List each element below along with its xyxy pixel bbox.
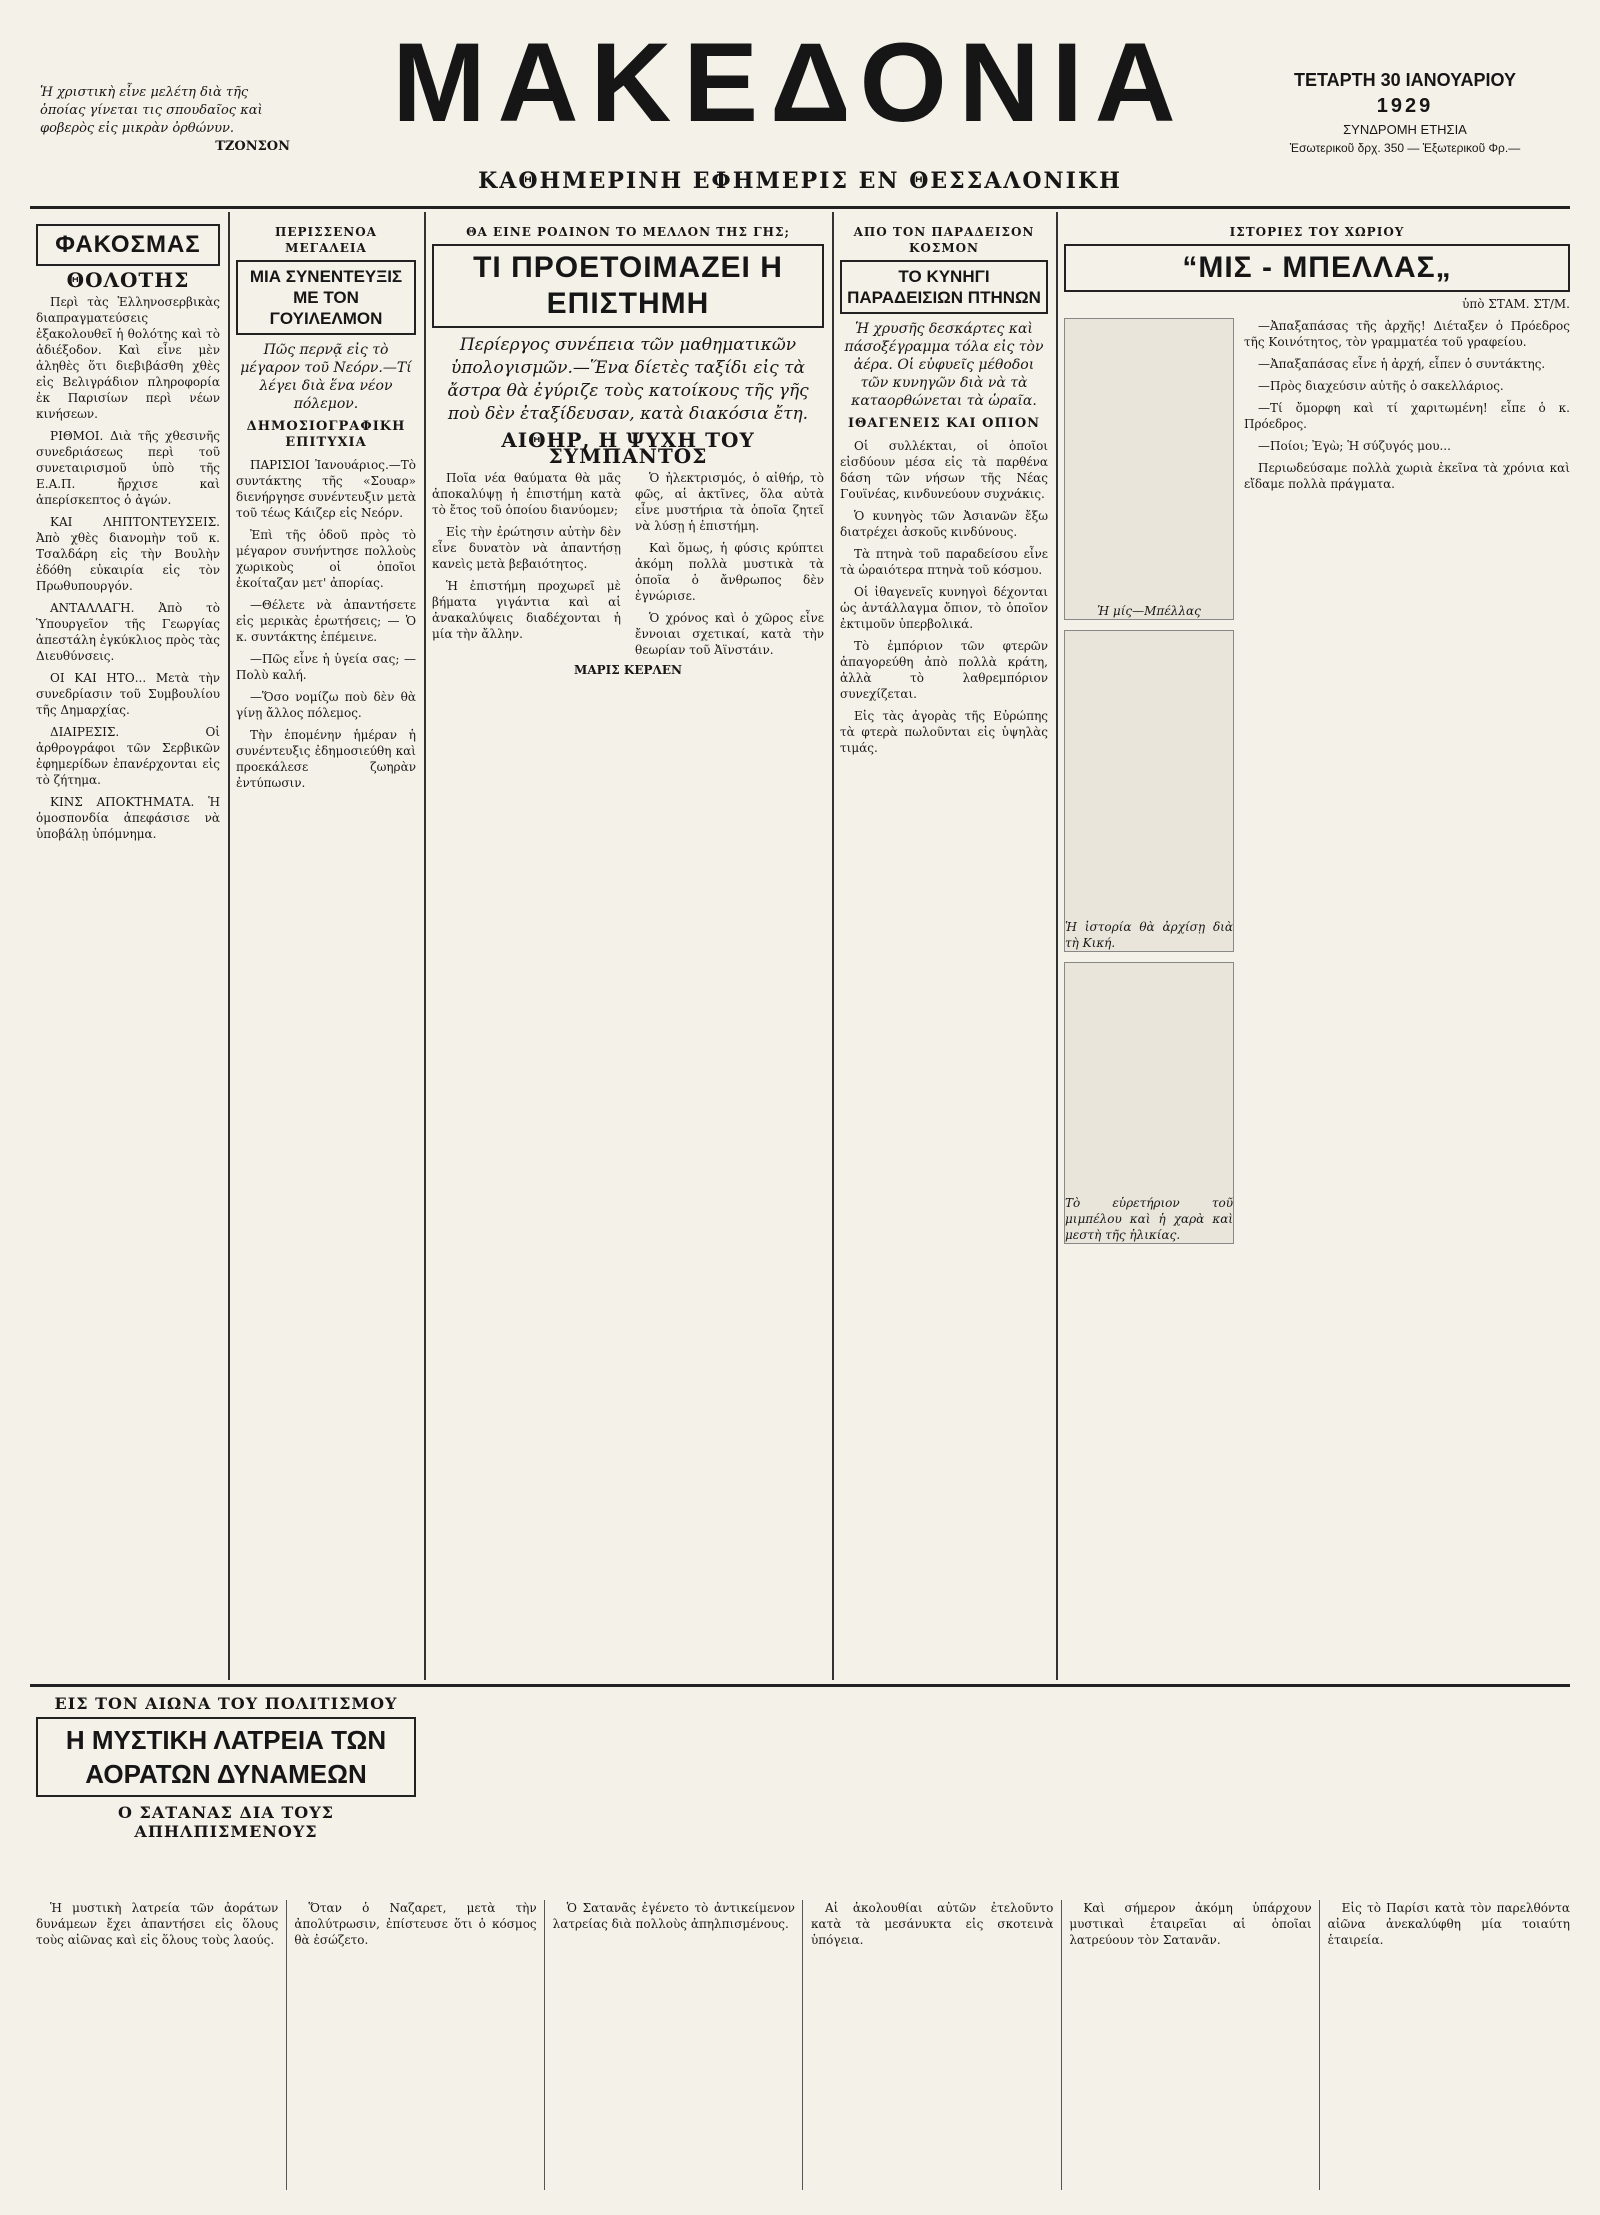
- paragraph: Οἱ συλλέκται, οἱ ὁποῖοι εἰσδύουν μέσα εἰς τὰ παρθένα δάση τῶν νήσων τῆς Νέας Γουϊνέας, κινδυνεύουν συχνάκις.: [840, 439, 1048, 501]
- article-headline: Η ΜΥΣΤΙΚΗ ΛΑΤΡΕΙΑ ΤΩΝ ΑΟΡΑΤΩΝ ΔΥΝΑΜΕΩΝ: [36, 1717, 416, 1797]
- paragraph: Εἰς τὰς ἀγορὰς τῆς Εὐρώπης τὰ φτερὰ πωλοῦνται εἰς ὑψηλὰς τιμάς.: [840, 709, 1048, 755]
- paragraph: ΚΙΝΣ ΑΠΟΚΤΗΜΑΤΑ. Ἡ ὁμοσπονδία ἀπεφάσισε νὰ ὑποβάλῃ ὑπόμνημα.: [36, 795, 220, 841]
- paragraph: Περὶ τὰς Ἑλληνοσερβικὰς διαπραγματεύσεις ἐξακολουθεῖ ἡ θολότης καὶ τὸ ἀδιέξοδον. Καὶ εἶνε μὲν ἀληθὲς ὅτι διεβιβάσθη χθὲς εἰς Βελιγράδιον πληροφορία ἐκ Παρισίων περὶ νέων κινήσεων.: [36, 295, 220, 421]
- paragraph: Τὴν ἑπομένην ἡμέραν ἡ συνέντευξις ἐδημοσιεύθη καὶ προεκάλεσε ζωηρὰν ἐντύπωσιν.: [236, 728, 416, 790]
- article-headline: ΤΙ ΠΡΟΕΤΟΙΜΑΖΕΙ Η ΕΠΙΣΤΗΜΗ: [432, 244, 824, 328]
- paragraph: —Ἀπαξαπάσας τῆς ἀρχῆς! Διέταξεν ὁ Πρόεδρος τῆς Κοινότητος, τὸν γραμματέα τοῦ γραφείου.: [1244, 319, 1570, 349]
- paragraph: ΠΑΡΙΣΙΟΙ Ἰανουάριος.—Τὸ συντάκτης τῆς «Σουαρ» διενήργησε συνέντευξιν μετὰ τοῦ τέως Κάιζερ εἰς Νεόρν.: [236, 458, 416, 520]
- paragraph: —Πῶς εἶνε ἡ ὑγεία σας; — Πολὺ καλή.: [236, 652, 416, 682]
- caption: Τὸ εὑρετήριον τοῦ μιμπέλου καὶ ἡ χαρὰ καὶ μεστὴ τῆς ἡλικίας.: [1065, 1196, 1233, 1242]
- bottom-article-header: [36, 1694, 416, 1847]
- paragraph: Περιωδεύσαμε πολλὰ χωριὰ ἐκεῖνα τὰ χρόνια καὶ εἴδαμε πολλὰ πράγματα.: [1244, 461, 1570, 491]
- section-rule: [30, 1684, 1570, 1687]
- bottom-article-body: [36, 1900, 1570, 2190]
- illustration-miss-bellas: [1064, 318, 1234, 620]
- column-rule: [1056, 212, 1058, 1680]
- article-kicker: ΑΠΟ ΤΟΝ ΠΑΡΑΔΕΙΣΟΝ ΚΟΣΜΟΝ: [853, 225, 1035, 255]
- article-deck: Πῶς περνᾷ εἰς τὸ μέγαρον τοῦ Νεόρν.—Τί λέγει διὰ ἕνα νέον πόλεμον.: [240, 342, 412, 412]
- paragraph: —Θέλετε νὰ ἀπαντήσετε εἰς μερικὰς ἐρωτήσεις; — Ὁ κ. συντάκτης ἐπέμεινε.: [236, 598, 416, 644]
- paragraph: Ἡ ἐπιστήμη προχωρεῖ μὲ βήματα γιγάντια καὶ αἱ ἀνακαλύψεις διαδέχονται ἡ μία τὴν ἄλλην.: [432, 579, 621, 641]
- paragraph: Εἰς τὴν ἐρώτησιν αὐτὴν δὲν εἶνε δυνατὸν νὰ ἀπαντήσῃ κανεὶς μετὰ βεβαιότητος.: [432, 525, 621, 571]
- paragraph: —Ποίοι; Ἐγὼ; Ἡ σύζυγός μου...: [1258, 439, 1451, 453]
- subscription-prices: Ἐσωτερικοῦ δρχ. 350 — Ἐξωτερικοῦ Φρ.—: [1289, 141, 1521, 155]
- paragraph: Ὁ Σατανᾶς ἐγένετο τὸ ἀντικείμενον λατρείας διὰ πολλοὺς ἀπηλπισμένους.: [552, 1901, 795, 1931]
- paragraph: ΑΝΤΑΛΛΑΓΗ. Ἀπὸ τὸ Ὑπουργεῖον τῆς Γεωργίας ἀπεστάλη ἐγκύκλιος πρὸς τὰς Διευθύνσεις.: [36, 601, 220, 663]
- caption: Ἡ ἱστορία θὰ ἀρχίσῃ διὰ τὴ Κική.: [1065, 920, 1233, 950]
- paragraph: ΔΙΑΙΡΕΣΙΣ. Οἱ ἀρθρογράφοι τῶν Σερβικῶν ἐφημερίδων ἐπανέρχονται εἰς τὸ ζήτημα.: [36, 725, 220, 787]
- paragraph: —Ὅσο νομίζω ποὺ δὲν θὰ γίνῃ ἄλλος πόλεμος.: [236, 690, 416, 720]
- paragraph: —Ἀπαξαπάσας εἶνε ἡ ἀρχή, εἶπεν ὁ συντάκτης.: [1258, 357, 1546, 371]
- article-deck: Ἡ χρυσῆς δεσκάρτες καὶ πάσοξέγραμμα τόλα εἰς τὸν ἀέρα. Οἱ εὐφυεῖς μέθοδοι τῶν κυνηγῶν διὰ νὰ τὰ καταορθώνεται τὰ ὡραῖα.: [844, 321, 1044, 409]
- article-headline: ΜΙΑ ΣΥΝΕΝΤΕΥΞΙΣ ΜΕ ΤΟΝ ΓΟΥΙΛΕΛΜΟΝ: [236, 260, 416, 335]
- subscription-label: ΣΥΝΔΡΟΜΗ ΕΤΗΣΙΑ: [1343, 122, 1467, 137]
- column-miss-bellas: [1064, 224, 1570, 1674]
- paragraph: Ὁ χρόνος καὶ ὁ χῶρος εἶνε ἔννοιαι σχετικαί, κατὰ τὴν θεωρίαν τοῦ Ἀϊνστάιν.: [635, 611, 824, 657]
- column-kaiser-interview: [236, 224, 416, 1674]
- masthead-title: ΜΑΚΕΔΟΝΙΑ: [392, 20, 1188, 145]
- story-text: [1244, 318, 1570, 1244]
- article-headline: “ΜΙΣ - ΜΠΕΛΛΑΣ„: [1064, 244, 1570, 292]
- caption: Ἡ μίς—Μπέλλας: [1097, 604, 1201, 618]
- article-subhead: Ο ΣΑΤΑΝΑΣ ΔΙΑ ΤΟΥΣ ΑΠΗΛΠΙΣΜΕΝΟΥΣ: [118, 1803, 334, 1841]
- column-header: ΦΑΚΟΣΜΑΣ: [36, 224, 220, 266]
- paragraph: ΚΑΙ ΛΗΠΤΟΝΤΕΥΣΕΙΣ. Ἀπὸ χθὲς διανομὴν τοῦ κ. Τσαλδάρη εἰς τὴν Βουλὴν ἐδόθη εὐκαιρία εἰς τὸν Πρωθυπουργόν.: [36, 515, 220, 593]
- paragraph: —Τί ὄμορφη καὶ τί χαριτωμένη! εἶπε ὁ κ. Πρόεδρος.: [1244, 401, 1570, 431]
- article-headline: ΤΟ ΚΥΝΗΓΙ ΠΑΡΑΔΕΙΣΙΩΝ ΠΤΗΝΩΝ: [840, 260, 1048, 314]
- paragraph: Οἱ ἰθαγενεῖς κυνηγοὶ δέχονται ὡς ἀντάλλαγμα ὄπιον, τὸ ὁποῖον ἐκτιμοῦν ὑπερβολικά.: [840, 585, 1048, 631]
- issue-date: ΤΕΤΑΡΤΗ 30 ΙΑΝΟΥΑΡΙΟΥ: [1293, 70, 1517, 90]
- masthead-rule: [30, 206, 1570, 209]
- paragraph: Τὸ ἐμπόριον τῶν φτερῶν ἀπαγορεύθη ἀπὸ πολλὰ κράτη, ἀλλὰ τὸ λαθρεμπόριον συνεχίζεται.: [840, 639, 1048, 701]
- column-subhead: ΘΟΛΟΤΗΣ: [66, 268, 190, 292]
- paragraph: Εἰς τὸ Παρίσι κατὰ τὸν παρελθόντα αἰῶνα ἀνεκαλύφθη μία τοιαύτη ἑταιρεία.: [1327, 1901, 1570, 1947]
- paragraph: Ὅταν ὁ Ναζαρετ, μετὰ τὴν ἀπολύτρωσιν, ἐπίστευσε ὅτι ὁ κόσμος θὰ ἐσώζετο.: [294, 1901, 537, 1947]
- column-rule: [832, 212, 834, 1680]
- paragraph: ΟΙ ΚΑΙ ΗΤΟ... Μετὰ τὴν συνεδρίασιν τοῦ Συμβουλίου τῆς Δημαρχίας.: [36, 671, 220, 717]
- article-body: [432, 470, 824, 658]
- story-layout: [1064, 318, 1570, 1244]
- article-subhead: ΙΘΑΓΕΝΕΙΣ ΚΑΙ ΟΠΙΟΝ: [847, 416, 1041, 431]
- paragraph: Ποῖα νέα θαύματα θὰ μᾶς ἀποκαλύψῃ ἡ ἐπιστήμη κατὰ τὸ ἔτος τοῦ ὁποίου διανύομεν;: [432, 471, 621, 517]
- paragraph: Αἱ ἀκολουθίαι αὐτῶν ἐτελοῦντο κατὰ τὰ μεσάνυκτα εἰς σκοτεινὰ ὑπόγεια.: [810, 1901, 1054, 1947]
- article-kicker: ΙΣΤΟΡΙΕΣ ΤΟΥ ΧΩΡΙΟΥ: [1229, 225, 1405, 239]
- column-rule: [228, 212, 230, 1680]
- issue-year: 1929: [1376, 95, 1434, 117]
- article-byline: ὑπὸ ΣΤΑΜ. ΣΤ/Μ.: [1462, 297, 1570, 311]
- column-fakosmas: [36, 224, 220, 1674]
- illustration-column: [1064, 318, 1234, 1244]
- paragraph: Ἐπὶ τῆς ὁδοῦ πρὸς τὸ μέγαρον συνήντησε πολλοὺς χωρικοὺς οἱ ὁποῖοι ἐκοίταζαν μετ' ἀπορίας.: [236, 528, 416, 590]
- article-kicker: ΕΙΣ ΤΟΝ ΑΙΩΝΑ ΤΟΥ ΠΟΛΙΤΙΣΜΟΥ: [54, 1694, 398, 1713]
- paragraph: Καὶ ὅμως, ἡ φύσις κρύπτει ἀκόμη πολλὰ μυστικὰ τὰ ὁποῖα ὁ ἄνθρωπος δὲν ἐγνώρισε.: [635, 541, 824, 603]
- illustration-village-scene: [1064, 962, 1234, 1244]
- quote-author: ΤΖΟΝΣΟΝ: [215, 139, 290, 154]
- article-deck: Περίεργος συνέπεια τῶν μαθηματικῶν ὑπολογισμῶν.—Ἕνα δίετὲς ταξίδι εἰς τὰ ἄστρα θὰ ἐγύριζε τοὺς κατοίκους τῆς γῆς ποὺ δὲν ἐταξίδευσαν, κατὰ διακόσια ἔτη.: [447, 335, 809, 424]
- masthead-quote: [40, 84, 290, 156]
- masthead-subtitle: ΚΑΘΗΜΕΡΙΝΗ ΕΦΗΜΕΡΙΣ ΕΝ ΘΕΣΣΑΛΟΝΙΚΗ: [478, 168, 1122, 194]
- column-science: [432, 224, 824, 1674]
- paragraph: Ὁ ἠλεκτρισμός, ὁ αἰθήρ, τὸ φῶς, αἱ ἀκτῖνες, ὅλα αὐτὰ εἶνε μυστήρια τὰ ὁποῖα ζητεῖ νὰ λύσῃ ἡ ἐπιστήμη.: [635, 471, 824, 533]
- column-birds-of-paradise: [840, 224, 1048, 1674]
- paragraph: Ἡ μυστικὴ λατρεία τῶν ἀοράτων δυνάμεων ἔχει ἀπαντήσει εἰς ὅλους τοὺς αἰῶνας καὶ εἰς ὅλους τοὺς λαούς.: [36, 1901, 279, 1947]
- paragraph: Ὁ κυνηγὸς τῶν Ἀσιανῶν ἔξω διατρέχει ἀσκοῦς κινδύνους.: [840, 509, 1048, 539]
- article-kicker: ΠΕΡΙΣΣΕΝΟΑ ΜΕΓΑΛΕΙΑ: [275, 225, 377, 255]
- column-rule: [424, 212, 426, 1680]
- paragraph: —Πρὸς διαχεύσιν αὐτῆς ὁ σακελλάριος.: [1258, 379, 1504, 393]
- paragraph: Τὰ πτηνὰ τοῦ παραδείσου εἶνε τὰ ὡραιότερα πτηνὰ τοῦ κόσμου.: [840, 547, 1048, 577]
- paragraph: ΡΙΘΜΟΙ. Διὰ τῆς χθεσινῆς συνεδριάσεως περὶ τοῦ συνεταιρισμοῦ ὑπὸ τῆς Ε.Α.Π. ἤρχισε καὶ ἀπερίσκεπτος ὁ ἀγών.: [36, 429, 220, 507]
- article-kicker: ΘΑ ΕΙΝΕ ΡΟΔΙΝΟΝ ΤΟ ΜΕΛΛΟΝ ΤΗΣ ΓΗΣ;: [466, 225, 790, 239]
- paragraph: Καὶ σήμερον ἀκόμη ὑπάρχουν μυστικαὶ ἑταιρεῖαι αἱ ὁποῖαι λατρεύουν τὸν Σατανᾶν.: [1069, 1901, 1312, 1947]
- article-subhead: ΔΗΜΟΣΙΟΓΡΑΦΙΚΗ ΕΠΙΤΥΧΙΑ: [246, 419, 406, 450]
- article-subhead: ΑΙΘΗΡ, Η ΨΥΧΗ ΤΟΥ ΣΥΜΠΑΝΤΟΣ: [501, 428, 755, 468]
- illustration-kiki: [1064, 630, 1234, 952]
- date-box: [1240, 70, 1570, 155]
- quote-text: Ἡ χριστικὴ εἶνε μελέτη διὰ τῆς ὁποίας γίνεται τις σπουδαῖος καὶ φοβερὸς εἰς μικρὰν ὀρθώνυν.: [40, 85, 263, 136]
- article-signature: ΜΑΡΙΣ ΚΕΡΛΕΝ: [574, 663, 682, 677]
